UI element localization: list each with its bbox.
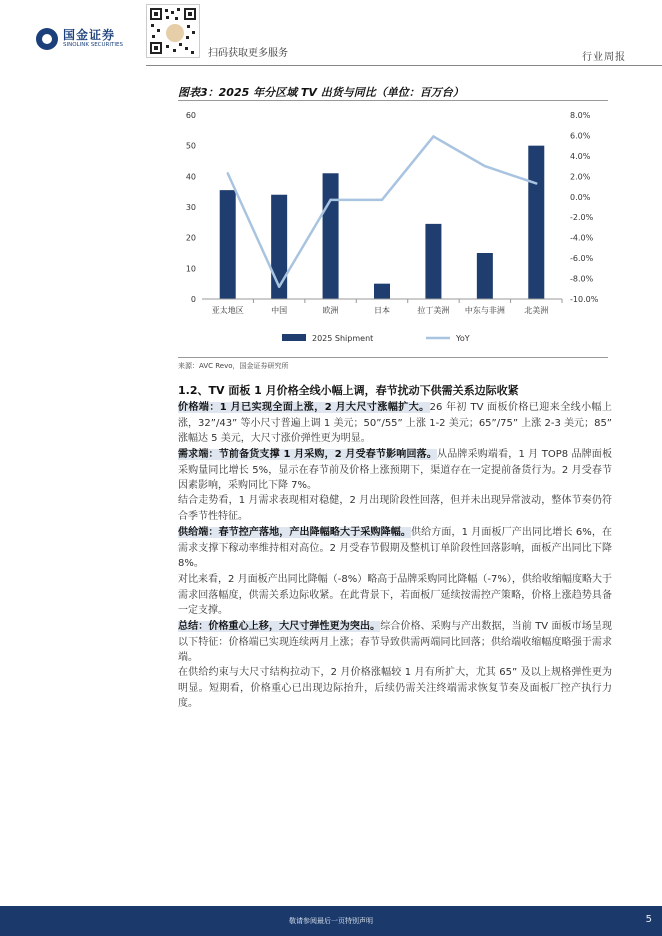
y-right-tick-label: -6.0% <box>570 254 594 264</box>
yoy-point-3 <box>329 199 331 201</box>
yoy-point-2 <box>278 286 280 288</box>
logo-name-cn: 国金证券 <box>63 28 116 42</box>
yoy-point-4 <box>381 199 383 201</box>
bar-3 <box>323 173 339 299</box>
y-right-tick-label: -4.0% <box>570 233 594 243</box>
legend-label-shipment: 2025 Shipment <box>312 334 374 343</box>
y-right-tick-label: 6.0% <box>570 131 591 141</box>
bar-4 <box>374 284 390 299</box>
figure-title-divider <box>178 100 608 101</box>
yoy-point-5 <box>432 135 434 137</box>
yoy-point-6 <box>484 165 486 167</box>
y-right-tick-label: -8.0% <box>570 274 594 284</box>
figure-source: 来源：AVC Revo，国金证券研究所 <box>178 362 289 370</box>
x-category-label: 北美洲 <box>524 306 549 315</box>
bar-6 <box>477 253 493 299</box>
paragraph-lead: 总结：价格重心上移，大尺寸弹性更为突出。 <box>178 621 381 632</box>
figure-title: 图表3：2025 年分区域 TV 出货与同比（单位：百万台） <box>178 86 464 99</box>
header-divider <box>146 65 662 66</box>
x-category-label: 中国 <box>271 306 288 315</box>
y-right-tick-label: 2.0% <box>570 172 591 182</box>
legend-label-yoy: YoY <box>456 334 470 343</box>
y-left-tick-label: 10 <box>185 264 196 274</box>
scan-prompt: 扫码获取更多服务 <box>208 48 288 59</box>
y-right-tick-label: 8.0% <box>570 111 591 120</box>
paragraph-demand-trend <box>178 493 612 524</box>
paragraph-summary <box>178 619 612 666</box>
paragraph-price <box>178 400 612 447</box>
page-header <box>0 0 662 66</box>
y-left-tick-label: 30 <box>185 203 196 212</box>
paragraph-demand <box>178 447 612 494</box>
paragraph-text: 供给方面，1 月面板厂产出同比增长 6%，在需求支撑下稼动率维持相对高位。2 月受春节假期及整机订单阶段性回落影响，面板产出同比下降 8%。 <box>178 527 612 569</box>
y-left-tick-label: 50 <box>185 141 196 151</box>
paragraph-lead: 价格端：1 月已实现全面上涨，2 月大尺寸涨幅扩大。 <box>178 402 430 413</box>
logo-icon <box>36 28 58 50</box>
bar-7 <box>528 146 544 299</box>
y-left-tick-label: 20 <box>185 233 196 243</box>
qr-code-icon[interactable] <box>146 4 200 58</box>
section-heading: 1.2、TV 面板 1 月价格全线小幅上调，春节扰动下供需关系边际收紧 <box>178 384 519 397</box>
tv-shipment-chart <box>178 102 608 356</box>
x-category-label: 欧洲 <box>322 306 339 315</box>
yoy-point-1 <box>227 172 229 174</box>
paragraph-text: 26 年初 TV 面板价格已迎来全线小幅上涨，32”/43” 等小尺寸普遍上调 1 美元；50”/55” 上涨 1-2 美元；65”/75” 上涨 2-3 美元；85” 涨幅达 5 美元，大尺寸涨价弹性更为明显。 <box>178 402 612 444</box>
legend-swatch-shipment <box>282 334 306 341</box>
y-left-tick-label: 0 <box>190 295 196 304</box>
y-right-tick-label: -2.0% <box>570 213 594 223</box>
paragraph-text: 在供给约束与大尺寸结构拉动下，2 月价格涨幅较 1 月有所扩大，尤其 65” 及以上规格弹性更为明显。短期看，价格重心已出现边际抬升，后续仍需关注终端需求恢复节奏及面板厂控产执行力度。 <box>178 667 612 709</box>
paragraph-outlook <box>178 665 612 712</box>
page-number: 5 <box>645 914 652 925</box>
bar-5 <box>425 224 441 299</box>
y-right-tick-label: -10.0% <box>570 295 599 304</box>
document-type: 行业周报 <box>582 52 626 63</box>
paragraph-text: 对比来看，2 月面板产出同比降幅（-8%）略高于品牌采购同比降幅（-7%），供给收缩幅度略大于需求回落幅度，供需关系边际收紧。在此背景下，若面板厂延续按需控产策略，价格上涨趋势具备一定支撑。 <box>178 574 612 616</box>
paragraph-lead: 供给端：春节控产落地，产出降幅略大于采购降幅。 <box>178 527 411 538</box>
bar-1 <box>220 190 236 299</box>
x-category-label: 亚太地区 <box>211 306 244 315</box>
paragraph-text: 从品牌采购端看，1 月 TOP8 品牌面板采购量同比增长 5%，显示在春节前及价格上涨预期下，渠道存在一定提前备货行为。2 月受春节因素影响，采购同比下降 7%。 <box>178 449 612 491</box>
figure-bottom-divider <box>178 357 608 358</box>
logo-name-en: SINOLINK SECURITIES <box>63 42 123 48</box>
y-left-tick-label: 60 <box>185 111 196 120</box>
y-right-tick-label: 0.0% <box>570 192 591 202</box>
paragraph-supply <box>178 525 612 572</box>
bar-2 <box>271 195 287 299</box>
footer-disclaimer-link[interactable]: 敬请参阅最后一页特别声明 <box>289 917 373 925</box>
paragraph-lead: 需求端：节前备货支撑 1 月采购，2 月受春节影响回落。 <box>178 449 438 460</box>
company-logo <box>36 28 123 50</box>
paragraph-supply-compare <box>178 572 612 619</box>
y-right-tick-label: 4.0% <box>570 151 591 161</box>
y-left-tick-label: 40 <box>185 172 196 182</box>
x-category-label: 日本 <box>374 306 390 315</box>
paragraph-text: 综合价格、采购与产出数据，当前 TV 面板市场呈现以下特征：价格端已实现连续两月上涨；春节导致供需两端同比回落；供给端收缩幅度略强于需求端。 <box>178 621 612 663</box>
yoy-point-7 <box>535 182 537 184</box>
x-category-label: 中东与非洲 <box>464 306 505 315</box>
x-category-label: 拉丁美洲 <box>417 306 450 315</box>
paragraph-text: 结合走势看，1 月需求表现相对稳健，2 月出现阶段性回落，但并未出现异常波动，整体节奏仍符合季节性特征。 <box>178 495 612 522</box>
